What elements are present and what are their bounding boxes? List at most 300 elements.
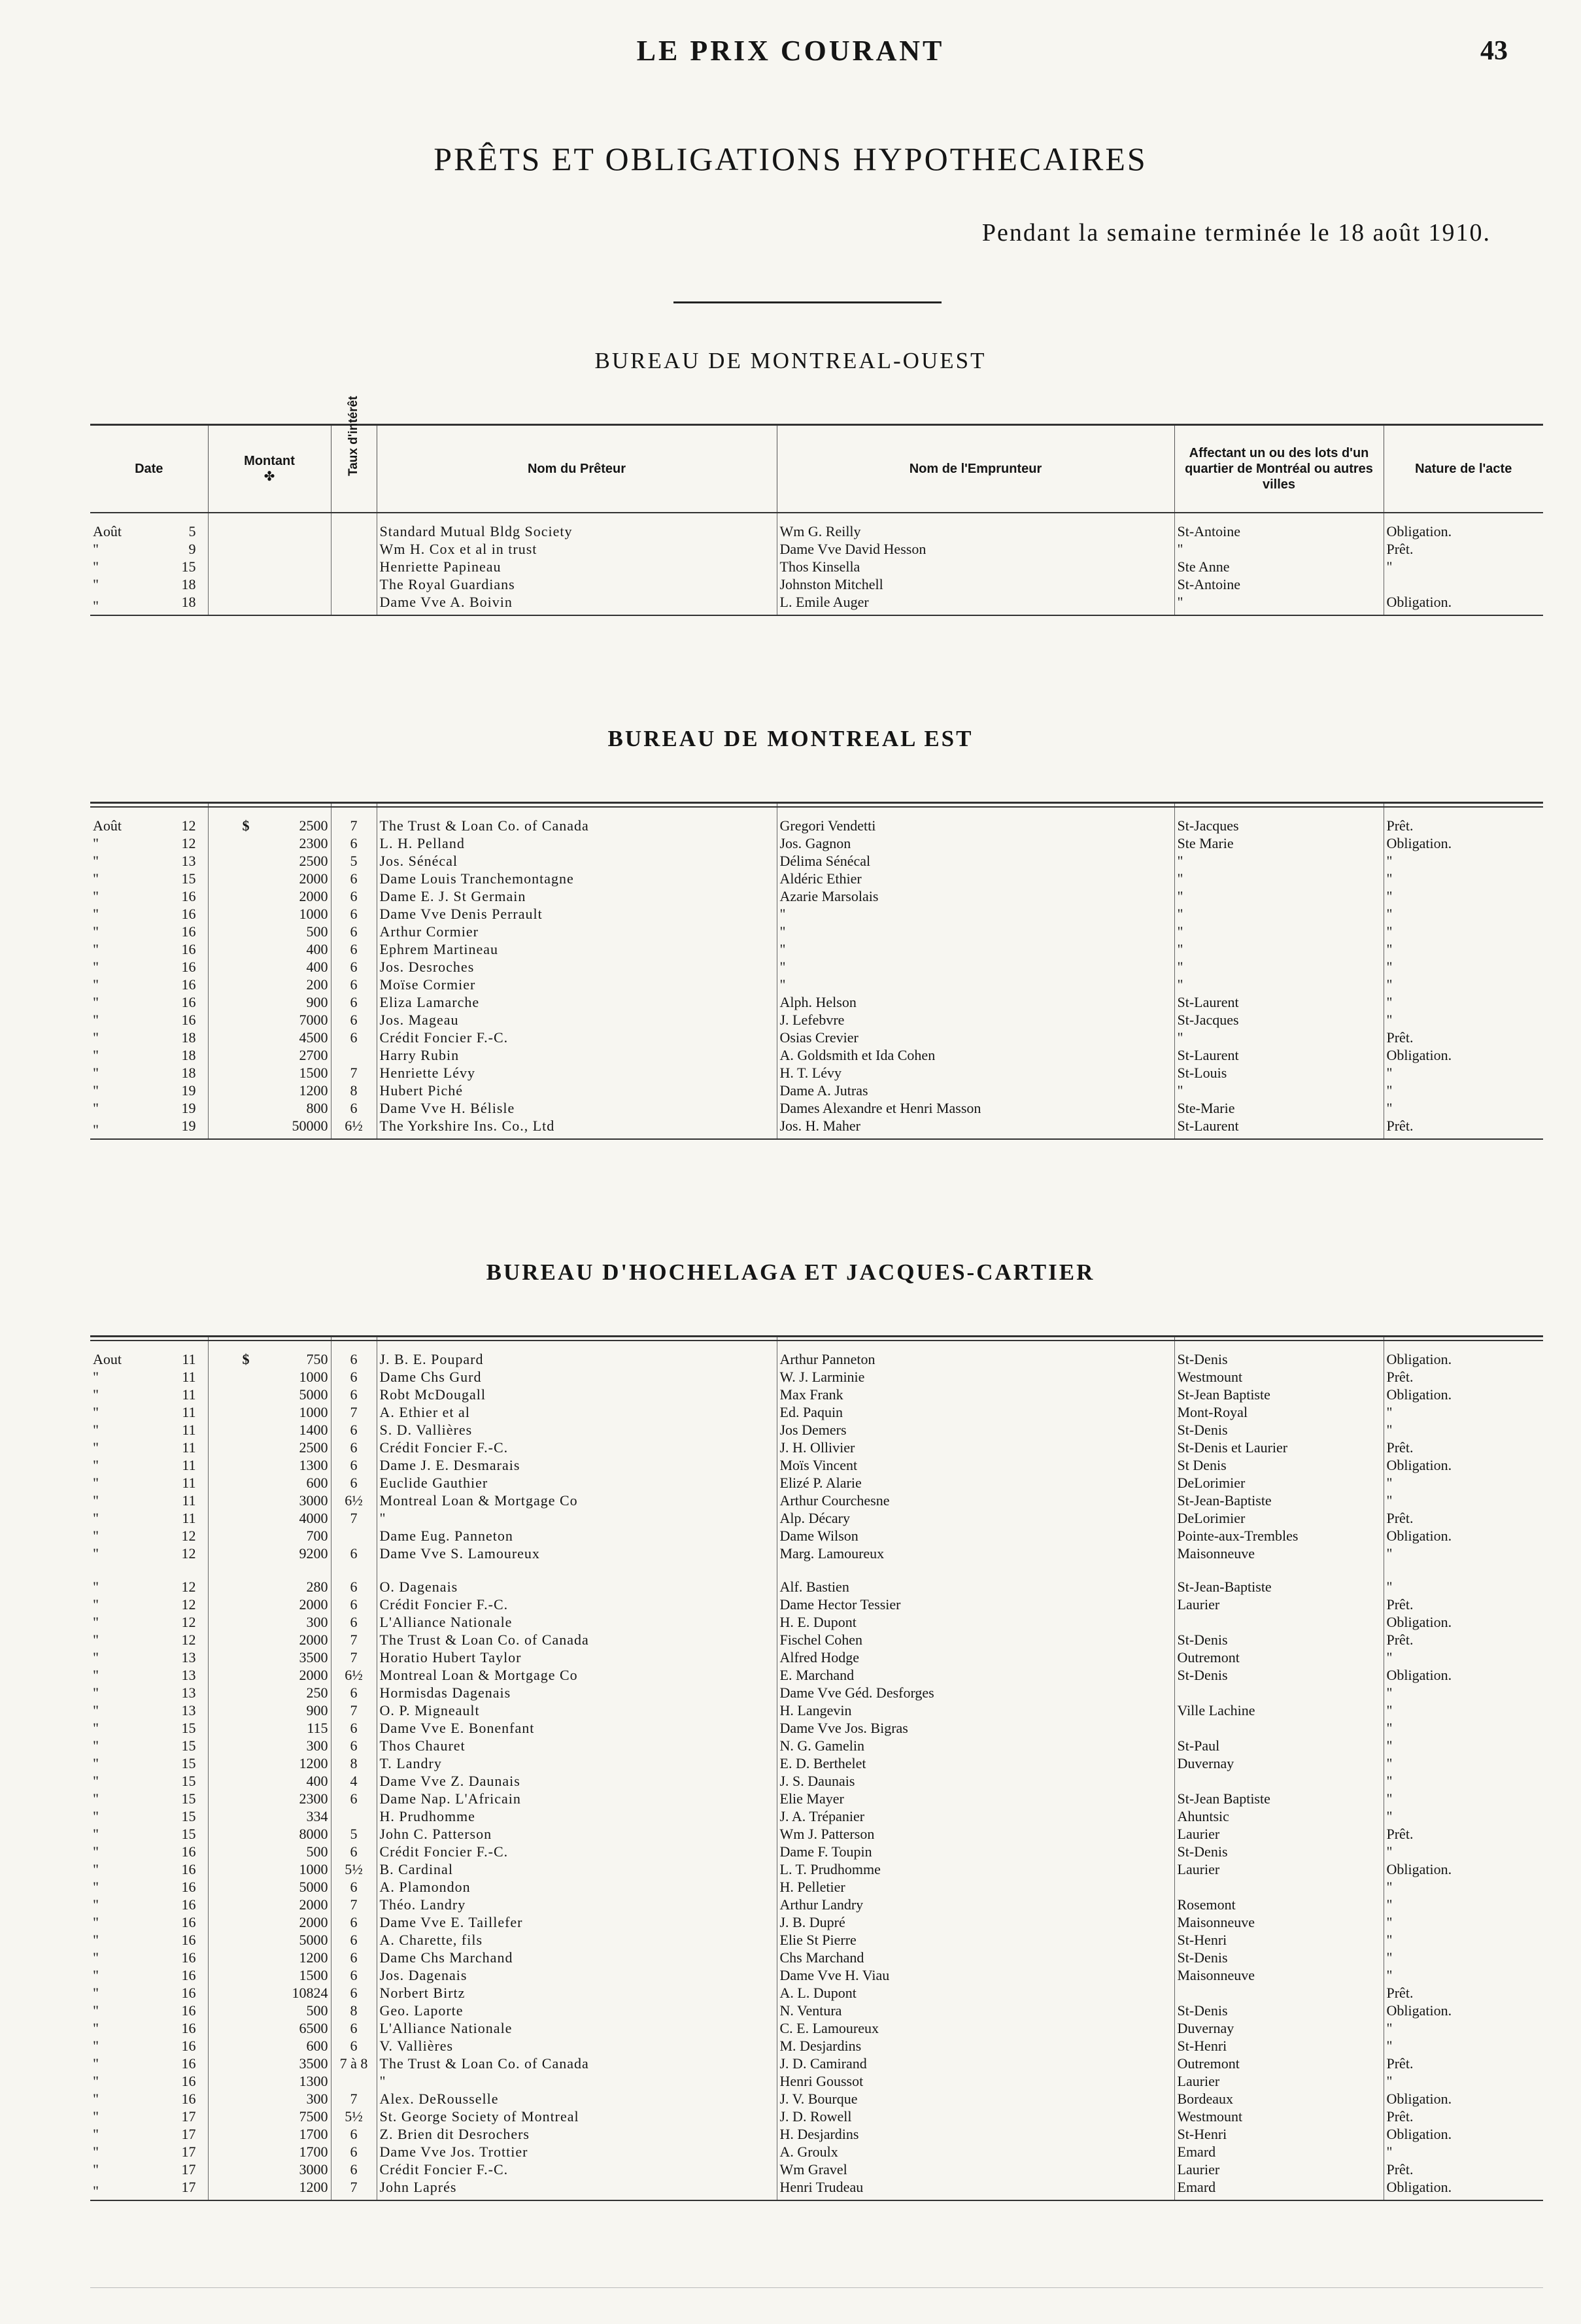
- place-cell: Emard: [1174, 2143, 1384, 2161]
- lender-cell: Dame J. E. Desmarais: [377, 1456, 777, 1474]
- lender-cell: Harry Rubin: [377, 1046, 777, 1064]
- amount-cell: [208, 958, 331, 976]
- table-row: [90, 1807, 1543, 1825]
- nature-cell: Obligation.: [1384, 1860, 1543, 1878]
- borrower-cell: Johnston Mitchell: [777, 575, 1174, 593]
- rate-cell: 6: [331, 1984, 377, 2002]
- amount-cell: [208, 2143, 331, 2161]
- lender-cell: Crédit Foncier F.-C.: [377, 1596, 777, 1613]
- ledger-table-hochelaga: [90, 1335, 1543, 2201]
- month: ": [93, 941, 99, 957]
- table-row: [90, 2125, 1543, 2143]
- nature-cell: Prêt.: [1384, 2055, 1543, 2072]
- month: ": [93, 1808, 99, 1824]
- month: ": [93, 2020, 99, 2036]
- nature-cell: ": [1384, 1403, 1543, 1421]
- borrower-cell: ": [777, 923, 1174, 940]
- amount: 2000: [299, 1667, 328, 1683]
- month: ": [93, 1404, 99, 1420]
- month: ": [93, 1667, 99, 1683]
- place-cell: ": [1174, 540, 1384, 558]
- place-cell: St-Jean-Baptiste: [1174, 1578, 1384, 1596]
- day: 16: [181, 994, 196, 1010]
- table-row: [90, 2019, 1543, 2037]
- rate-cell: [331, 575, 377, 593]
- lender-cell: Dame Vve E. Bonenfant: [377, 1719, 777, 1737]
- place-cell: Pointe-aux-Trembles: [1174, 1527, 1384, 1545]
- spacer-row: [90, 1562, 1543, 1578]
- lender-cell: Hormisdas Dagenais: [377, 1684, 777, 1701]
- ledger-table-montreal-est: [90, 802, 1543, 1140]
- date-cell: [90, 558, 208, 575]
- day: 16: [181, 1932, 196, 1948]
- nature-cell: ": [1384, 1719, 1543, 1737]
- nature-cell: ": [1384, 2072, 1543, 2090]
- lender-cell: The Trust & Loan Co. of Canada: [377, 1631, 777, 1649]
- date-cell: [90, 1772, 208, 1790]
- month: ": [93, 1386, 99, 1403]
- day: 11: [182, 1475, 196, 1491]
- date-cell: [90, 1456, 208, 1474]
- table-row: [90, 1649, 1543, 1666]
- borrower-cell: Aldéric Ethier: [777, 870, 1174, 887]
- nature-cell: [1384, 575, 1543, 593]
- lender-cell: H. Prudhomme: [377, 1807, 777, 1825]
- month: ": [93, 2073, 99, 2089]
- lender-cell: Hubert Piché: [377, 1082, 777, 1099]
- month: ": [93, 994, 99, 1010]
- date-cell: [90, 1684, 208, 1701]
- place-cell: Maisonneuve: [1174, 1545, 1384, 1562]
- table-row: [90, 1545, 1543, 1562]
- table-row: [90, 940, 1543, 958]
- date-cell: [90, 2108, 208, 2125]
- lender-cell: Dame Eug. Panneton: [377, 1527, 777, 1545]
- lender-cell: Dame Vve Denis Perrault: [377, 905, 777, 923]
- nature-cell: ": [1384, 1545, 1543, 1562]
- date-cell: [90, 1931, 208, 1949]
- amount: 7000: [299, 1012, 328, 1028]
- month: ": [93, 835, 99, 851]
- borrower-cell: ": [777, 958, 1174, 976]
- month: ": [93, 1596, 99, 1613]
- lender-cell: Moïse Cormier: [377, 976, 777, 993]
- lender-cell: A. Ethier et al: [377, 1403, 777, 1421]
- month: ": [93, 1790, 99, 1807]
- amount: 250: [306, 1684, 328, 1701]
- borrower-cell: J. V. Bourque: [777, 2090, 1174, 2108]
- date-cell: [90, 923, 208, 940]
- amount: 2000: [299, 1896, 328, 1913]
- amount: 400: [306, 941, 328, 957]
- place-cell: Outremont: [1174, 2055, 1384, 2072]
- amount-cell: [208, 1492, 331, 1509]
- day: 15: [181, 1773, 196, 1789]
- date-cell: [90, 1386, 208, 1403]
- amount: 2000: [299, 870, 328, 887]
- borrower-cell: Alf. Bastien: [777, 1578, 1174, 1596]
- table-row: [90, 1029, 1543, 1046]
- place-cell: [1174, 1719, 1384, 1737]
- month: ": [93, 1579, 99, 1595]
- lender-cell: Montreal Loan & Mortgage Co: [377, 1666, 777, 1684]
- rate-cell: [331, 558, 377, 575]
- rate-cell: 6: [331, 887, 377, 905]
- lender-cell: Crédit Foncier F.-C.: [377, 2161, 777, 2178]
- borrower-cell: J. H. Ollivier: [777, 1439, 1174, 1456]
- table-row: [90, 1509, 1543, 1527]
- day: 18: [181, 1047, 196, 1063]
- place-cell: Ahuntsic: [1174, 1807, 1384, 1825]
- month: ": [93, 1755, 99, 1771]
- borrower-cell: Fischel Cohen: [777, 1631, 1174, 1649]
- table-row: [90, 1596, 1543, 1613]
- month: ": [93, 2055, 99, 2072]
- lender-cell: Dame Vve A. Boivin: [377, 593, 777, 615]
- lender-cell: ": [377, 2072, 777, 2090]
- amount-cell: [208, 976, 331, 993]
- dollar-sign: $: [242, 1351, 250, 1367]
- table-row: [90, 2143, 1543, 2161]
- rate-cell: 5½: [331, 1860, 377, 1878]
- nature-cell: ": [1384, 1701, 1543, 1719]
- rate-cell: 5: [331, 1825, 377, 1843]
- amount-cell: [208, 1509, 331, 1527]
- month: ": [93, 1369, 99, 1385]
- month: ": [93, 1914, 99, 1930]
- section-title-montreal-ouest: BUREAU DE MONTREAL-OUEST: [594, 348, 987, 373]
- date-cell: [90, 870, 208, 887]
- date-cell: [90, 1064, 208, 1082]
- rate-cell: 5: [331, 852, 377, 870]
- day: 13: [181, 853, 196, 869]
- place-cell: [1174, 1878, 1384, 1896]
- nature-cell: ": [1384, 1099, 1543, 1117]
- lender-cell: L'Alliance Nationale: [377, 1613, 777, 1631]
- lender-cell: Dame Chs Marchand: [377, 1949, 777, 1966]
- day: 11: [182, 1510, 196, 1526]
- table-row: [90, 1949, 1543, 1966]
- lender-cell: A. Charette, fils: [377, 1931, 777, 1949]
- place-cell: St-Henri: [1174, 2037, 1384, 2055]
- date-cell: [90, 1613, 208, 1631]
- table-row: [90, 1631, 1543, 1649]
- date-cell: [90, 1666, 208, 1684]
- lender-cell: Dame Nap. L'Africain: [377, 1790, 777, 1807]
- amount-cell: [208, 1117, 331, 1139]
- rate-cell: 6: [331, 993, 377, 1011]
- amount-cell: [208, 1825, 331, 1843]
- lender-cell: Z. Brien dit Desrochers: [377, 2125, 777, 2143]
- date-cell: [90, 852, 208, 870]
- table-row: [90, 993, 1543, 1011]
- amount-cell: [208, 1439, 331, 1456]
- table-row: [90, 1701, 1543, 1719]
- amount-cell: [208, 1613, 331, 1631]
- lender-cell: Dame E. J. St Germain: [377, 887, 777, 905]
- nature-cell: ": [1384, 2019, 1543, 2037]
- dollar-sign: $: [242, 817, 250, 834]
- amount-cell: [208, 2125, 331, 2143]
- table-row: [90, 2161, 1543, 2178]
- date-cell: [90, 2178, 208, 2200]
- amount-cell: [208, 2090, 331, 2108]
- amount-cell: [208, 593, 331, 615]
- rate-cell: 4: [331, 1772, 377, 1790]
- borrower-cell: Thos Kinsella: [777, 558, 1174, 575]
- table-row: [90, 1421, 1543, 1439]
- rate-cell: 6½: [331, 1117, 377, 1139]
- table-row: [90, 905, 1543, 923]
- date-cell: [90, 887, 208, 905]
- column-header-affectant: Affectant un ou des lots d'un quartier de Montréal ou autres villes: [1174, 425, 1384, 513]
- place-cell: ": [1174, 852, 1384, 870]
- date-cell: [90, 834, 208, 852]
- month: ": [93, 1100, 99, 1116]
- table-row: [90, 1117, 1543, 1139]
- borrower-cell: J. A. Trépanier: [777, 1807, 1174, 1825]
- amount-cell: [208, 887, 331, 905]
- amount-cell: [208, 1527, 331, 1545]
- place-cell: St Denis: [1174, 1456, 1384, 1474]
- borrower-cell: Dame Wilson: [777, 1527, 1174, 1545]
- place-cell: St-Jacques: [1174, 1011, 1384, 1029]
- table-row: [90, 1984, 1543, 2002]
- borrower-cell: Dame Vve David Hesson: [777, 540, 1174, 558]
- month: ": [93, 541, 99, 557]
- borrower-cell: Elie Mayer: [777, 1790, 1174, 1807]
- lender-cell: Jos. Sénécal: [377, 852, 777, 870]
- day: 16: [181, 2091, 196, 2107]
- amount-cell: [208, 2161, 331, 2178]
- date-cell: [90, 1719, 208, 1737]
- lender-cell: Henriette Papineau: [377, 558, 777, 575]
- nature-cell: Obligation.: [1384, 1613, 1543, 1631]
- table-row: [90, 2002, 1543, 2019]
- nature-cell: ": [1384, 1949, 1543, 1966]
- nature-cell: Obligation.: [1384, 1046, 1543, 1064]
- amount-cell: [208, 1474, 331, 1492]
- borrower-cell: Wm J. Patterson: [777, 1825, 1174, 1843]
- nature-cell: Obligation.: [1384, 2090, 1543, 2108]
- nature-cell: ": [1384, 1684, 1543, 1701]
- table-row: [90, 834, 1543, 852]
- date-cell: [90, 2055, 208, 2072]
- lender-cell: Jos. Dagenais: [377, 1966, 777, 1984]
- date-cell: [90, 2090, 208, 2108]
- amount: 2000: [299, 1632, 328, 1648]
- amount: 3000: [299, 1492, 328, 1509]
- lender-cell: Crédit Foncier F.-C.: [377, 1029, 777, 1046]
- place-cell: Laurier: [1174, 1860, 1384, 1878]
- month: ": [93, 1879, 99, 1895]
- borrower-cell: Wm Gravel: [777, 2161, 1174, 2178]
- day: 11: [182, 1422, 196, 1438]
- nature-cell: ": [1384, 1492, 1543, 1509]
- day: 16: [181, 888, 196, 904]
- lender-cell: Crédit Foncier F.-C.: [377, 1843, 777, 1860]
- rate-cell: 6: [331, 1596, 377, 1613]
- date-cell: [90, 1117, 208, 1139]
- nature-cell: Obligation.: [1384, 513, 1543, 540]
- amount: 2500: [299, 1439, 328, 1456]
- nature-cell: Obligation.: [1384, 1456, 1543, 1474]
- rate-cell: 7: [331, 1403, 377, 1421]
- borrower-cell: Max Frank: [777, 1386, 1174, 1403]
- day: 13: [181, 1702, 196, 1718]
- column-header-montant-mark: ✤: [264, 470, 275, 484]
- borrower-cell: Azarie Marsolais: [777, 887, 1174, 905]
- lender-cell: B. Cardinal: [377, 1860, 777, 1878]
- page-subtitle: Pendant la semaine terminée le 18 août 1910.: [981, 219, 1491, 247]
- amount-cell: [208, 513, 331, 540]
- column-header-preteur: Nom du Prêteur: [377, 425, 777, 513]
- place-cell: [1174, 1984, 1384, 2002]
- rate-cell: 6: [331, 2037, 377, 2055]
- borrower-cell: Alfred Hodge: [777, 1649, 1174, 1666]
- section-title-montreal-est: BUREAU DE MONTREAL EST: [607, 726, 974, 751]
- place-cell: St-Jacques: [1174, 807, 1384, 834]
- amount-cell: [208, 1772, 331, 1790]
- rate-cell: 6: [331, 1737, 377, 1754]
- rate-cell: [331, 1046, 377, 1064]
- place-cell: ": [1174, 923, 1384, 940]
- amount: 1500: [299, 1967, 328, 1983]
- rate-cell: 7: [331, 1701, 377, 1719]
- nature-cell: ": [1384, 1966, 1543, 1984]
- borrower-cell: A. Goldsmith et Ida Cohen: [777, 1046, 1174, 1064]
- section-title-hochelaga: BUREAU D'HOCHELAGA ET JACQUES-CARTIER: [486, 1259, 1095, 1285]
- place-cell: St-Jean Baptiste: [1174, 1790, 1384, 1807]
- table-row: [90, 1666, 1543, 1684]
- amount: 5000: [299, 1386, 328, 1403]
- nature-cell: Obligation.: [1384, 2178, 1543, 2200]
- column-header-nature: Nature de l'acte: [1384, 425, 1543, 513]
- borrower-cell: N. G. Gamelin: [777, 1737, 1174, 1754]
- amount-cell: [208, 2002, 331, 2019]
- amount-cell: [208, 2019, 331, 2037]
- month: ": [93, 888, 99, 904]
- amount: 300: [306, 2091, 328, 2107]
- month: ": [93, 1932, 99, 1948]
- day: 17: [181, 2126, 196, 2142]
- day: 16: [181, 2073, 196, 2089]
- amount-cell: [208, 852, 331, 870]
- rate-cell: [331, 593, 377, 615]
- place-cell: Bordeaux: [1174, 2090, 1384, 2108]
- date-cell: [90, 2072, 208, 2090]
- day: 15: [181, 1720, 196, 1736]
- amount: 5000: [299, 1932, 328, 1948]
- table-row: [90, 1474, 1543, 1492]
- amount: 1700: [299, 2126, 328, 2142]
- nature-cell: Prêt.: [1384, 1509, 1543, 1527]
- column-header-emprunteur: Nom de l'Emprunteur: [777, 425, 1174, 513]
- table-row: [90, 1082, 1543, 1099]
- borrower-cell: Alph. Helson: [777, 993, 1174, 1011]
- nature-cell: ": [1384, 1421, 1543, 1439]
- borrower-cell: ": [777, 905, 1174, 923]
- place-cell: St-Jean Baptiste: [1174, 1386, 1384, 1403]
- lender-cell: Montreal Loan & Mortgage Co: [377, 1492, 777, 1509]
- lender-cell: The Trust & Loan Co. of Canada: [377, 807, 777, 834]
- nature-cell: Obligation.: [1384, 1386, 1543, 1403]
- borrower-cell: J. D. Camirand: [777, 2055, 1174, 2072]
- amount-cell: [208, 1082, 331, 1099]
- day: 16: [181, 906, 196, 922]
- borrower-cell: H. Desjardins: [777, 2125, 1174, 2143]
- borrower-cell: Jos. Gagnon: [777, 834, 1174, 852]
- borrower-cell: M. Desjardins: [777, 2037, 1174, 2055]
- table-row: [90, 2072, 1543, 2090]
- nature-cell: Prêt.: [1384, 2108, 1543, 2125]
- rate-cell: 6: [331, 976, 377, 993]
- rate-cell: [331, 2072, 377, 2090]
- amount-cell: [208, 1578, 331, 1596]
- place-cell: St-Henri: [1174, 1931, 1384, 1949]
- rate-cell: 7 à 8: [331, 2055, 377, 2072]
- place-cell: St-Paul: [1174, 1737, 1384, 1754]
- amount-cell: [208, 2108, 331, 2125]
- lender-cell: The Trust & Loan Co. of Canada: [377, 2055, 777, 2072]
- day: 13: [181, 1684, 196, 1701]
- lender-cell: Euclide Gauthier: [377, 1474, 777, 1492]
- place-cell: St-Denis: [1174, 1341, 1384, 1368]
- lender-cell: Thos Chauret: [377, 1737, 777, 1754]
- place-cell: Duvernay: [1174, 1754, 1384, 1772]
- borrower-cell: Ed. Paquin: [777, 1403, 1174, 1421]
- month: ": [93, 2183, 99, 2199]
- month: ": [93, 598, 99, 614]
- borrower-cell: N. Ventura: [777, 2002, 1174, 2019]
- table-row: [90, 575, 1543, 593]
- amount-cell: [208, 2055, 331, 2072]
- place-cell: St-Laurent: [1174, 993, 1384, 1011]
- place-cell: DeLorimier: [1174, 1509, 1384, 1527]
- page-number: 43: [1480, 36, 1508, 66]
- date-cell: [90, 1439, 208, 1456]
- month: ": [93, 1121, 99, 1138]
- borrower-cell: L. Emile Auger: [777, 593, 1174, 615]
- amount: 1200: [299, 1082, 328, 1099]
- rate-cell: 6: [331, 1913, 377, 1931]
- footer-rule: [90, 2287, 1543, 2288]
- table-row: [90, 1578, 1543, 1596]
- table-row: [90, 1456, 1543, 1474]
- borrower-cell: Henri Trudeau: [777, 2178, 1174, 2200]
- rate-cell: 6: [331, 2143, 377, 2161]
- borrower-cell: Gregori Vendetti: [777, 807, 1174, 834]
- day: 11: [182, 1369, 196, 1385]
- amount: 500: [306, 923, 328, 940]
- amount-cell: [208, 1684, 331, 1701]
- amount: 1000: [299, 1369, 328, 1385]
- table-row: [90, 2037, 1543, 2055]
- nature-cell: ": [1384, 1649, 1543, 1666]
- month: ": [93, 2108, 99, 2125]
- place-cell: [1174, 1613, 1384, 1631]
- borrower-cell: Dame Hector Tessier: [777, 1596, 1174, 1613]
- amount: 8000: [299, 1826, 328, 1842]
- rate-cell: 6: [331, 870, 377, 887]
- amount: 2700: [299, 1047, 328, 1063]
- nature-cell: ": [1384, 2143, 1543, 2161]
- table-row: [90, 1719, 1543, 1737]
- month: ": [93, 2091, 99, 2107]
- nature-cell: ": [1384, 1772, 1543, 1790]
- ledger-body-montreal-ouest: [90, 513, 1543, 615]
- amount-cell: [208, 1386, 331, 1403]
